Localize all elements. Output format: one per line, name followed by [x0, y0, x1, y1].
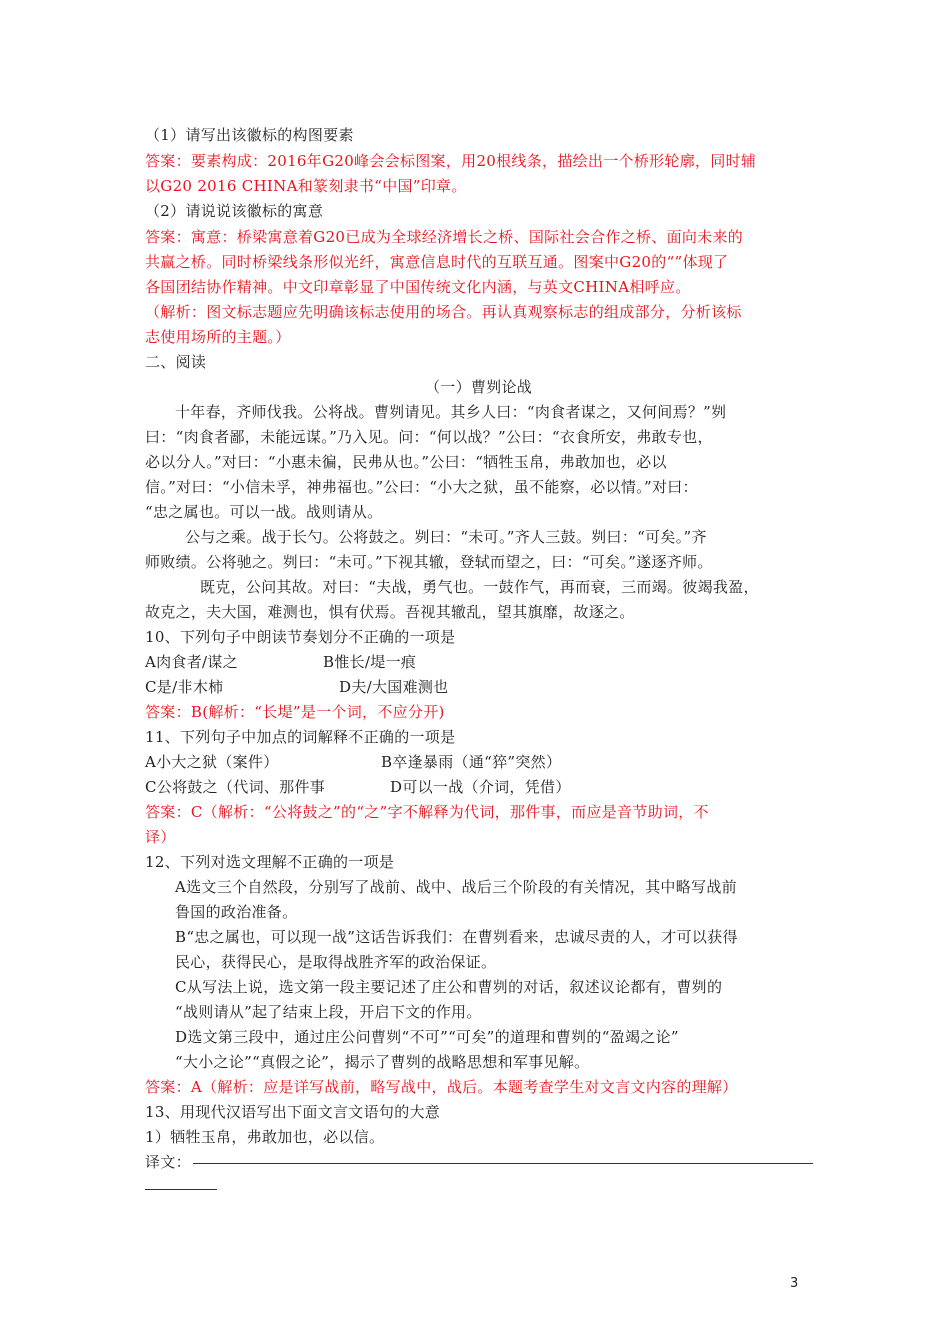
q1-answer-line-1: 答案：要素构成：2016年G20峰会会标图案，用20根线条，描绘出一个桥形轮廓，同时辅 [145, 152, 757, 170]
q10-option-b: B惟长/堤一痕 [323, 653, 417, 671]
q12-option-b-line-1: B“忠之属也，可以现一战”这话告诉我们：在曹刿看来，忠诚尽责的人，才可以获得 [175, 928, 738, 946]
q11-option-c: C公将鼓之（代词、那件事 [145, 778, 326, 796]
passage-line-8: 既克，公问其故。对曰：“夫战，勇气也。一鼓作气，再而衰，三而竭。彼竭我盈， [200, 578, 759, 596]
q2-answer-line-1: 答案：寓意：桥梁寓意着G20已成为全球经济增长之桥、国际社会合作之桥、面向未来的 [145, 228, 744, 246]
q10-option-a: A肉食者/谋之 [145, 653, 238, 671]
q11-answer-line-1: 答案：C（解析：“公将鼓之”的“之”字不解释为代词，那件事，而应是音节助词，不 [145, 803, 709, 821]
passage-line-2: 曰：“肉食者鄙，未能远谋。”乃入见。问：“何以战？”公曰：“衣食所安，弗敢专也， [145, 428, 713, 446]
q11-answer-line-2: 译） [145, 828, 176, 846]
q11-option-b: B卒逢暴雨（通“猝”突然） [381, 753, 562, 771]
q2-prompt: （2）请说说该徽标的寓意 [145, 202, 324, 220]
q12-option-a-line-2: 鲁国的政治准备。 [175, 903, 298, 921]
passage-line-7: 师败绩。公将驰之。刿曰：“未可。”下视其辙，登轼而望之，曰：“可矣。”遂逐齐师。 [145, 553, 713, 571]
q10-option-c: C是/非木柿 [145, 678, 224, 696]
q11-option-a: A小大之狱（案件） [145, 753, 279, 771]
page-number: 3 [790, 1276, 799, 1291]
q1-answer-line-2: 以G20 2016 CHINA和篆刻隶书“中国”印章。 [145, 177, 467, 195]
q2-analysis-line-1: （解析：图文标志题应先明确该标志使用的场合。再认真观察标志的组成部分，分析该标 [145, 303, 742, 321]
q12-prompt: 12、下列对选文理解不正确的一项是 [145, 853, 395, 871]
q2-answer-line-2: 共赢之桥。同时桥梁线条形似光纤，寓意信息时代的互联互通。图案中G20的“”体现了 [145, 253, 729, 271]
q12-answer: 答案：A（解析：应是详写战前，略写战中，战后。本题考查学生对文言文内容的理解） [145, 1078, 738, 1096]
q2-answer-line-3: 各国团结协作精神。中文印章彰显了中国传统文化内涵，与英文CHINA相呼应。 [145, 278, 691, 296]
passage-line-4: 信。”对曰：“小信未孚，神弗福也。”公曰：“小大之狱，虽不能察，必以情。”对曰： [145, 478, 698, 496]
footnote-separator [145, 1189, 217, 1190]
passage-line-6: 公与之乘。战于长勺。公将鼓之。刿曰：“未可。”齐人三鼓。刿曰：“可矣。”齐 [185, 528, 707, 546]
q12-option-c-line-2: “战则请从”起了结束上段，开启下文的作用。 [175, 1003, 482, 1021]
passage-line-1: 十年春，齐师伐我。公将战。曹刿请见。其乡人曰：“肉食者谋之，又何间焉？”刿 [175, 403, 727, 421]
q11-option-d: D可以一战（介词，凭借） [390, 778, 571, 796]
translation-label: 译文： [145, 1153, 191, 1171]
q11-prompt: 11、下列句子中加点的词解释不正确的一项是 [145, 728, 456, 746]
q13-item-1: 1）牺牲玉帛，弗敢加也，必以信。 [145, 1128, 385, 1146]
q12-option-a-line-1: A选文三个自然段，分别写了战前、战中、战后三个阶段的有关情况，其中略写战前 [175, 878, 737, 896]
q12-option-d-line-2: “大小之论”“真假之论”，揭示了曹刿的战略思想和军事见解。 [175, 1053, 590, 1071]
q10-answer: 答案：B(解析：“长堤”是一个词，不应分开) [145, 703, 445, 721]
q12-option-c-line-1: C从写法上说，选文第一段主要记述了庄公和曹刿的对话，叙述议论都有，曹刿的 [175, 978, 723, 996]
q10-prompt: 10、下列句子中朗读节奏划分不正确的一项是 [145, 628, 456, 646]
passage-line-9: 故克之，夫大国，难测也，惧有伏焉。吾视其辙乱，望其旗靡，故逐之。 [145, 603, 635, 621]
section-heading-reading: 二、阅读 [145, 353, 207, 371]
passage-title: （一）曹刿论战 [425, 378, 533, 396]
q10-option-d: D夫/大国难测也 [339, 678, 449, 696]
q12-option-d-line-1: D选文第三段中，通过庄公问曹刿“不可”“可矣”的道理和曹刿的“盈竭之论” [175, 1028, 679, 1046]
q13-prompt: 13、用现代汉语写出下面文言文语句的大意 [145, 1103, 441, 1121]
passage-line-3: 必以分人。”对曰：“小惠未徧，民弗从也。”公曰：“牺牲玉帛，弗敢加也，必以 [145, 453, 667, 471]
q12-option-b-line-2: 民心，获得民心，是取得战胜齐军的政治保证。 [175, 953, 497, 971]
translation-answer-line [193, 1163, 813, 1164]
q2-analysis-line-2: 志使用场所的主题。） [145, 328, 291, 346]
passage-line-5: “忠之属也。可以一战。战则请从。 [145, 503, 383, 521]
q1-prompt: （1）请写出该徽标的构图要素 [145, 126, 354, 144]
